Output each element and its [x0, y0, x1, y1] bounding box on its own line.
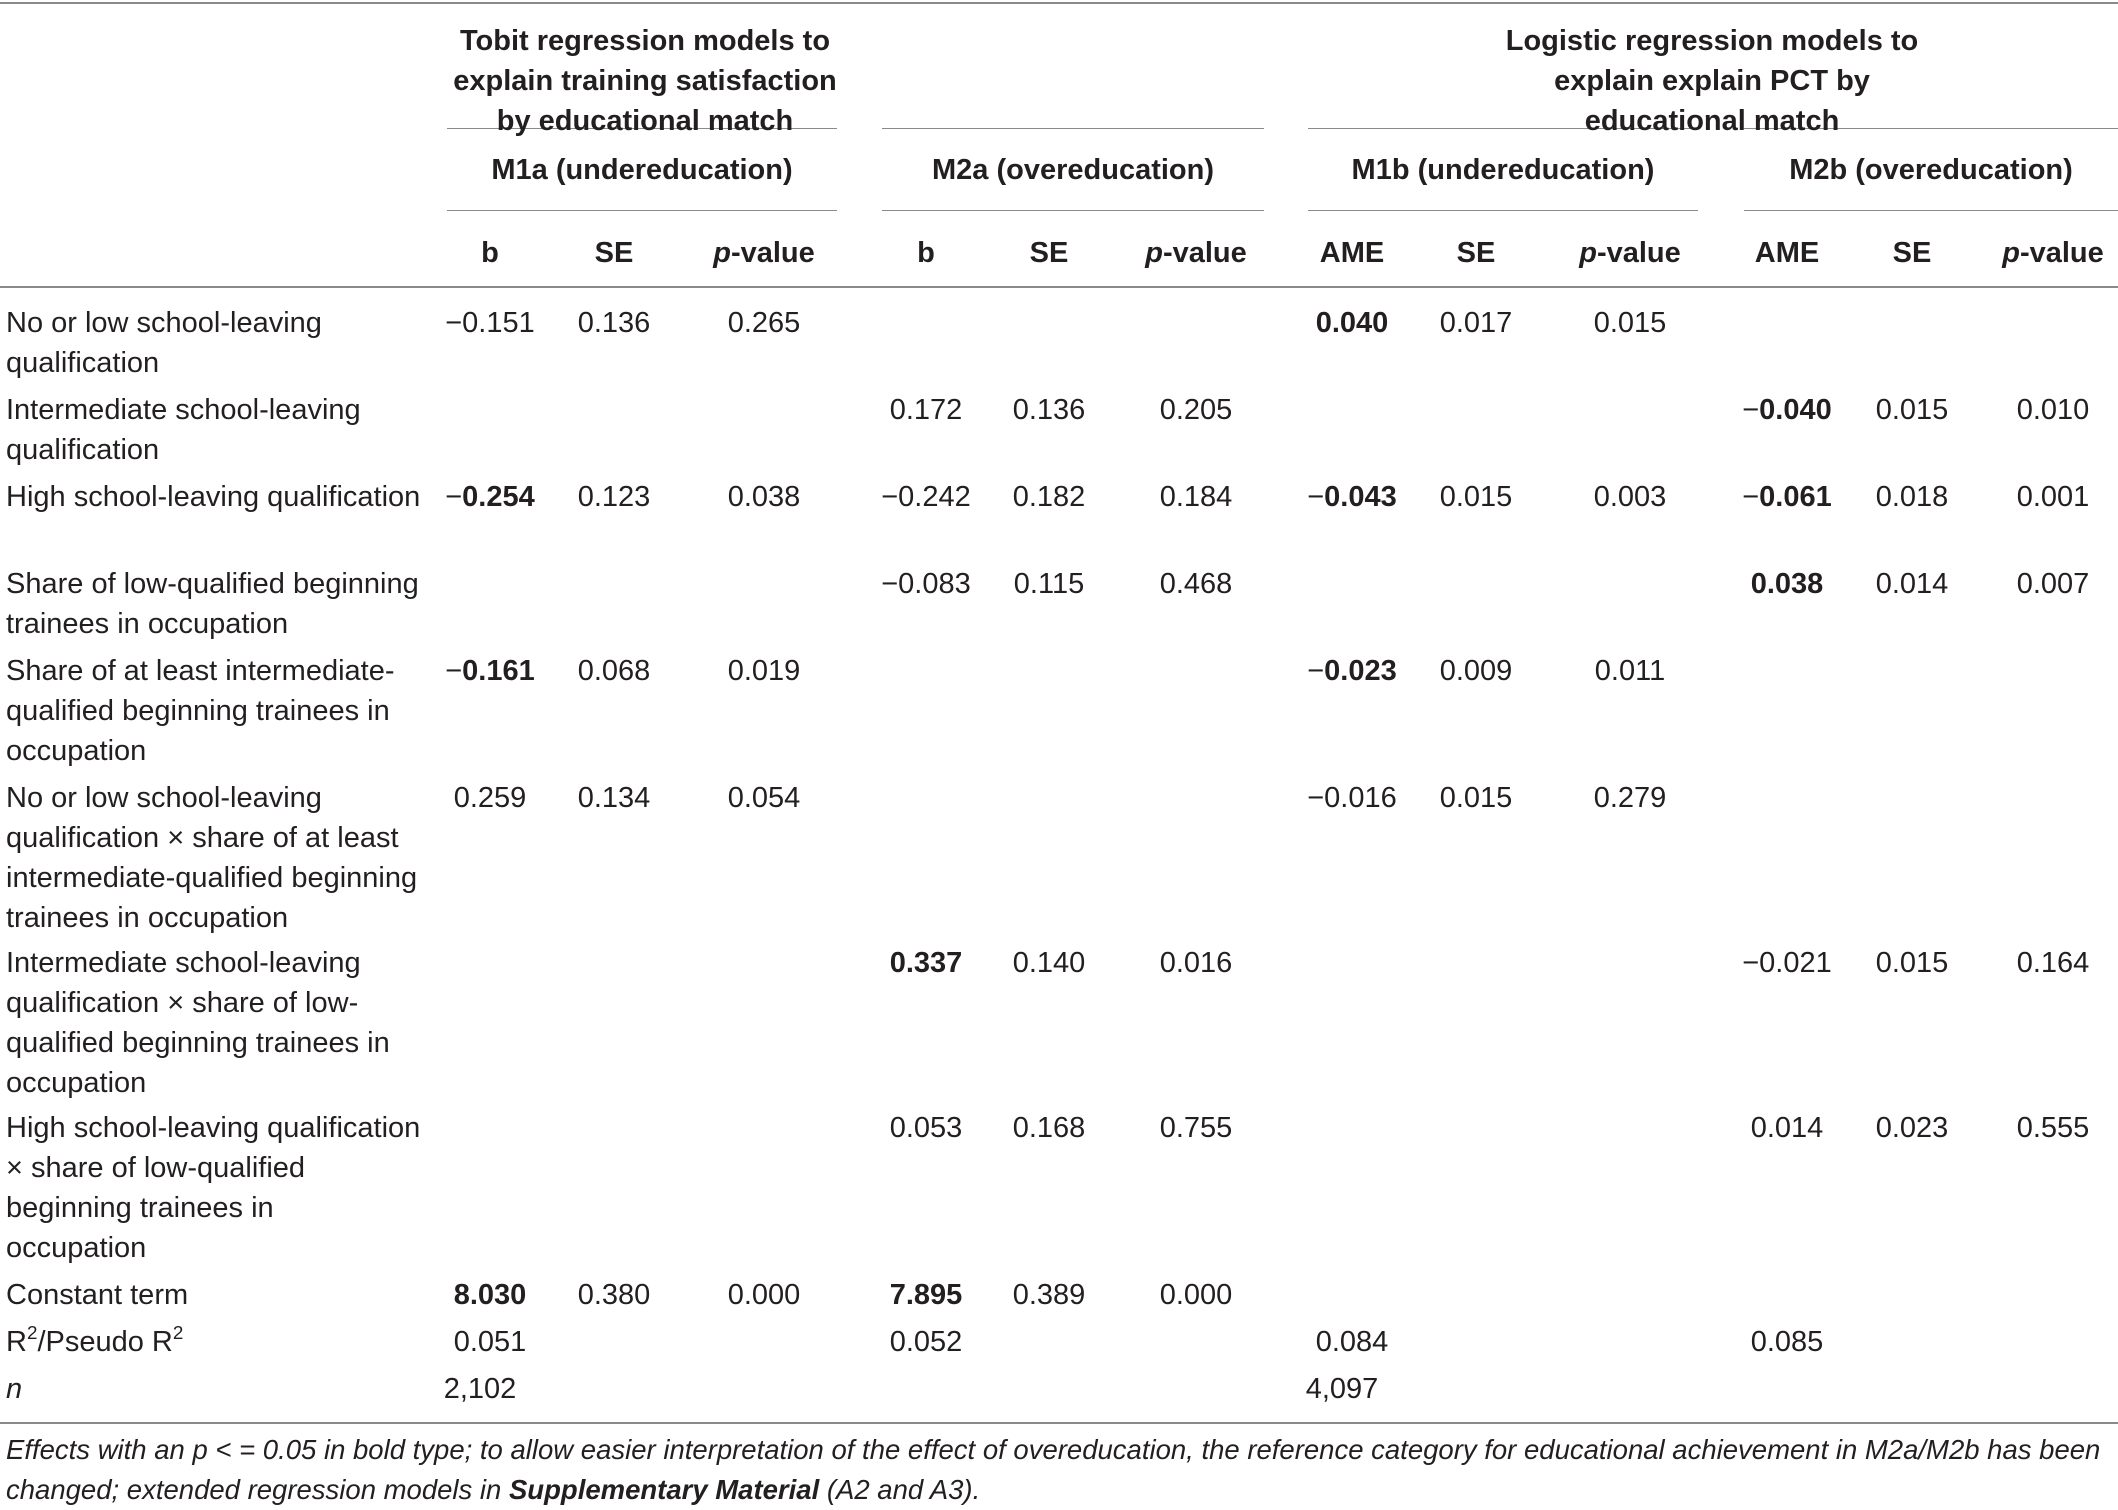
table-footnote: Effects with an p < = 0.05 in bold type; to allow easier interpretation of the effect of overeducation, the reference category for educational achievement in M2a/M2b has been changed; extended regression models in Supplementary Material (A2 and A3). — [6, 1434, 2101, 1505]
cell-m2a-1: 0.115 — [1013, 568, 1085, 600]
cell-m2b-0 — [1742, 390, 1832, 430]
minus-sign: − — [445, 655, 463, 687]
cell-m1a-2: 0.019 — [727, 655, 801, 687]
model-header-m1a: M1a (undereducation) — [491, 154, 793, 186]
cell-m2b-2: 0.555 — [2016, 1112, 2090, 1144]
n-label: n — [6, 1373, 23, 1405]
col-header-m1a-2 — [713, 233, 815, 273]
cell-m2a-1: 0.140 — [1012, 947, 1086, 979]
col-header-m1a-1: SE — [594, 237, 634, 269]
col-header-text: -value — [1162, 237, 1247, 269]
r2-m2b: 0.085 — [1750, 1326, 1824, 1358]
cell-m2b-1: 0.015 — [1875, 394, 1949, 426]
cell-m2a-1: 0.136 — [1012, 394, 1086, 426]
cell-m1b-1: 0.017 — [1439, 307, 1513, 339]
cell-m2a-0: 7.895 — [889, 1279, 963, 1311]
cell-m2b-2: 0.001 — [2016, 481, 2090, 513]
cell-m1a-0: 0.259 — [453, 782, 527, 814]
cell-m1b-1: 0.015 — [1439, 782, 1513, 814]
cell-m2a-1: 0.168 — [1012, 1112, 1086, 1144]
col-header-m2b-2 — [2002, 233, 2104, 273]
cell-m1a-2: 0.038 — [727, 481, 801, 513]
bold-value: 0.043 — [1324, 481, 1397, 513]
bold-value: 0.061 — [1759, 481, 1832, 513]
cell-m2b-0: −0.021 — [1742, 947, 1832, 979]
cell-m2a-2: 0.755 — [1159, 1112, 1233, 1144]
row-label: Intermediate school-leaving qualification — [6, 394, 361, 466]
cell-m2a-2: 0.468 — [1159, 568, 1233, 600]
cell-m2b-0 — [1742, 477, 1832, 517]
cell-m1a-1: 0.136 — [577, 307, 651, 339]
cell-m2b-1: 0.023 — [1875, 1112, 1949, 1144]
minus-sign: − — [1742, 394, 1760, 426]
cell-m1b-1: 0.009 — [1439, 655, 1513, 687]
col-header-text: -value — [1596, 237, 1681, 269]
r2-m1b: 0.084 — [1315, 1326, 1389, 1358]
cell-m1a-0: −0.151 — [445, 307, 535, 339]
cell-m1b-2: 0.003 — [1593, 481, 1667, 513]
cell-m1a-0 — [445, 477, 535, 517]
row-label: Constant term — [6, 1279, 189, 1311]
cell-m1a-2: 0.265 — [727, 307, 801, 339]
cell-m1a-0: 8.030 — [453, 1279, 527, 1311]
cell-m1a-2: 0.054 — [727, 782, 801, 814]
col-header-m1b-2 — [1579, 233, 1681, 273]
cell-m1b-0 — [1307, 477, 1397, 517]
n-m1a: 2,102 — [443, 1373, 517, 1405]
col-header-m1b-0: AME — [1319, 237, 1385, 269]
table-bottom-rule — [0, 1422, 2118, 1424]
col-rule-m2b — [1744, 210, 2118, 211]
col-header-m2b-1: SE — [1892, 237, 1932, 269]
bold-value: 0.023 — [1324, 655, 1397, 687]
minus-sign: − — [1307, 481, 1325, 513]
row-label: High school-leaving qualification — [6, 481, 421, 513]
row-label: Intermediate school-leaving qualification × share of low-qualified beginning trainees in occupation — [6, 947, 390, 1099]
cell-m2a-2: 0.184 — [1159, 481, 1233, 513]
row-label: No or low school-leaving qualification × share of at least intermediate-qualified beginning trainees in occupation — [6, 782, 418, 934]
col-rule-m1a — [447, 210, 837, 211]
col-header-text: -value — [730, 237, 815, 269]
cell-m2a-1: 0.389 — [1012, 1279, 1086, 1311]
cell-m2a-0: 0.172 — [889, 394, 963, 426]
cell-m1a-0 — [445, 651, 535, 691]
cell-m2a-0: −0.242 — [881, 481, 971, 513]
model-header-m2a: M2a (overeducation) — [932, 154, 1214, 186]
cell-m1b-0: 0.040 — [1315, 307, 1389, 339]
cell-m2b-1: 0.014 — [1875, 568, 1949, 600]
cell-m1b-2: 0.015 — [1593, 307, 1667, 339]
col-header-text: -value — [2019, 237, 2104, 269]
bold-value: 0.040 — [1759, 394, 1832, 426]
cell-m1b-2: 0.279 — [1593, 782, 1667, 814]
p-italic: p — [1579, 237, 1597, 269]
header-bottom-rule — [0, 286, 2118, 288]
col-header-m2b-0: AME — [1754, 237, 1820, 269]
row-label: Share of at least intermediate-qualified beginning trainees in occupation — [6, 655, 395, 767]
row-label: Share of low-qualified beginning trainees in occupation — [6, 568, 419, 640]
n-m1b: 4,097 — [1305, 1373, 1379, 1405]
model-header-m1b: M1b (undereducation) — [1351, 154, 1655, 186]
col-rule-m1b — [1308, 210, 1698, 211]
col-rule-m2a — [882, 210, 1264, 211]
p-italic: p — [713, 237, 731, 269]
cell-m1a-1: 0.123 — [577, 481, 651, 513]
cell-m2b-1: 0.015 — [1875, 947, 1949, 979]
cell-m1b-0 — [1307, 651, 1397, 691]
bold-value: 0.254 — [462, 481, 535, 513]
model-header-m2b: M2b (overeducation) — [1789, 154, 2073, 186]
r2-label: $R^2$/Pseudo $R^2$ — [6, 1321, 184, 1358]
cell-m1b-1: 0.015 — [1439, 481, 1513, 513]
cell-m1a-1: 0.380 — [577, 1279, 651, 1311]
cell-m2b-2: 0.164 — [2016, 947, 2090, 979]
cell-m2a-0: 0.053 — [889, 1112, 963, 1144]
cell-m2b-2: 0.007 — [2016, 568, 2090, 600]
cell-m2a-2: 0.205 — [1159, 394, 1233, 426]
col-header-m2a-2 — [1145, 233, 1247, 273]
p-italic: p — [1145, 237, 1163, 269]
col-header-m2a-1: SE — [1029, 237, 1069, 269]
minus-sign: − — [1742, 481, 1760, 513]
cell-m1a-1: 0.134 — [577, 782, 651, 814]
row-label: No or low school-leaving qualification — [6, 307, 322, 379]
col-header-m1a-0: b — [481, 237, 499, 269]
r2-m2a: 0.052 — [889, 1326, 963, 1358]
cell-m2b-0: 0.014 — [1750, 1112, 1824, 1144]
col-header-m1b-1: SE — [1456, 237, 1496, 269]
model-rule-m2a — [882, 128, 1264, 129]
cell-m1a-2: 0.000 — [727, 1279, 801, 1311]
table-top-rule — [0, 2, 2118, 4]
col-header-m2a-0: b — [917, 237, 935, 269]
cell-m2a-1: 0.182 — [1012, 481, 1086, 513]
cell-m2b-2: 0.010 — [2016, 394, 2090, 426]
cell-m2a-0: −0.083 — [881, 568, 971, 600]
cell-m1b-2: 0.011 — [1594, 655, 1666, 687]
group-header-tobit: Tobit regression models to explain training satisfaction by educational match — [453, 25, 837, 137]
cell-m1b-0: −0.016 — [1307, 782, 1397, 814]
cell-m1a-1: 0.068 — [577, 655, 651, 687]
group-header-logistic: Logistic regression models to explain explain PCT by educational match — [1505, 25, 1919, 137]
cell-m2b-0: 0.038 — [1750, 568, 1824, 600]
cell-m2a-2: 0.000 — [1159, 1279, 1233, 1311]
bold-value: 0.161 — [462, 655, 535, 687]
cell-m2a-0: 0.337 — [889, 947, 963, 979]
cell-m2b-1: 0.018 — [1875, 481, 1949, 513]
minus-sign: − — [1307, 655, 1325, 687]
cell-m2a-2: 0.016 — [1159, 947, 1233, 979]
minus-sign: − — [445, 481, 463, 513]
p-italic: p — [2002, 237, 2020, 269]
r2-m1a: 0.051 — [453, 1326, 527, 1358]
row-label: High school-leaving qualification × share of low-qualified beginning trainees in occupation — [6, 1112, 421, 1264]
